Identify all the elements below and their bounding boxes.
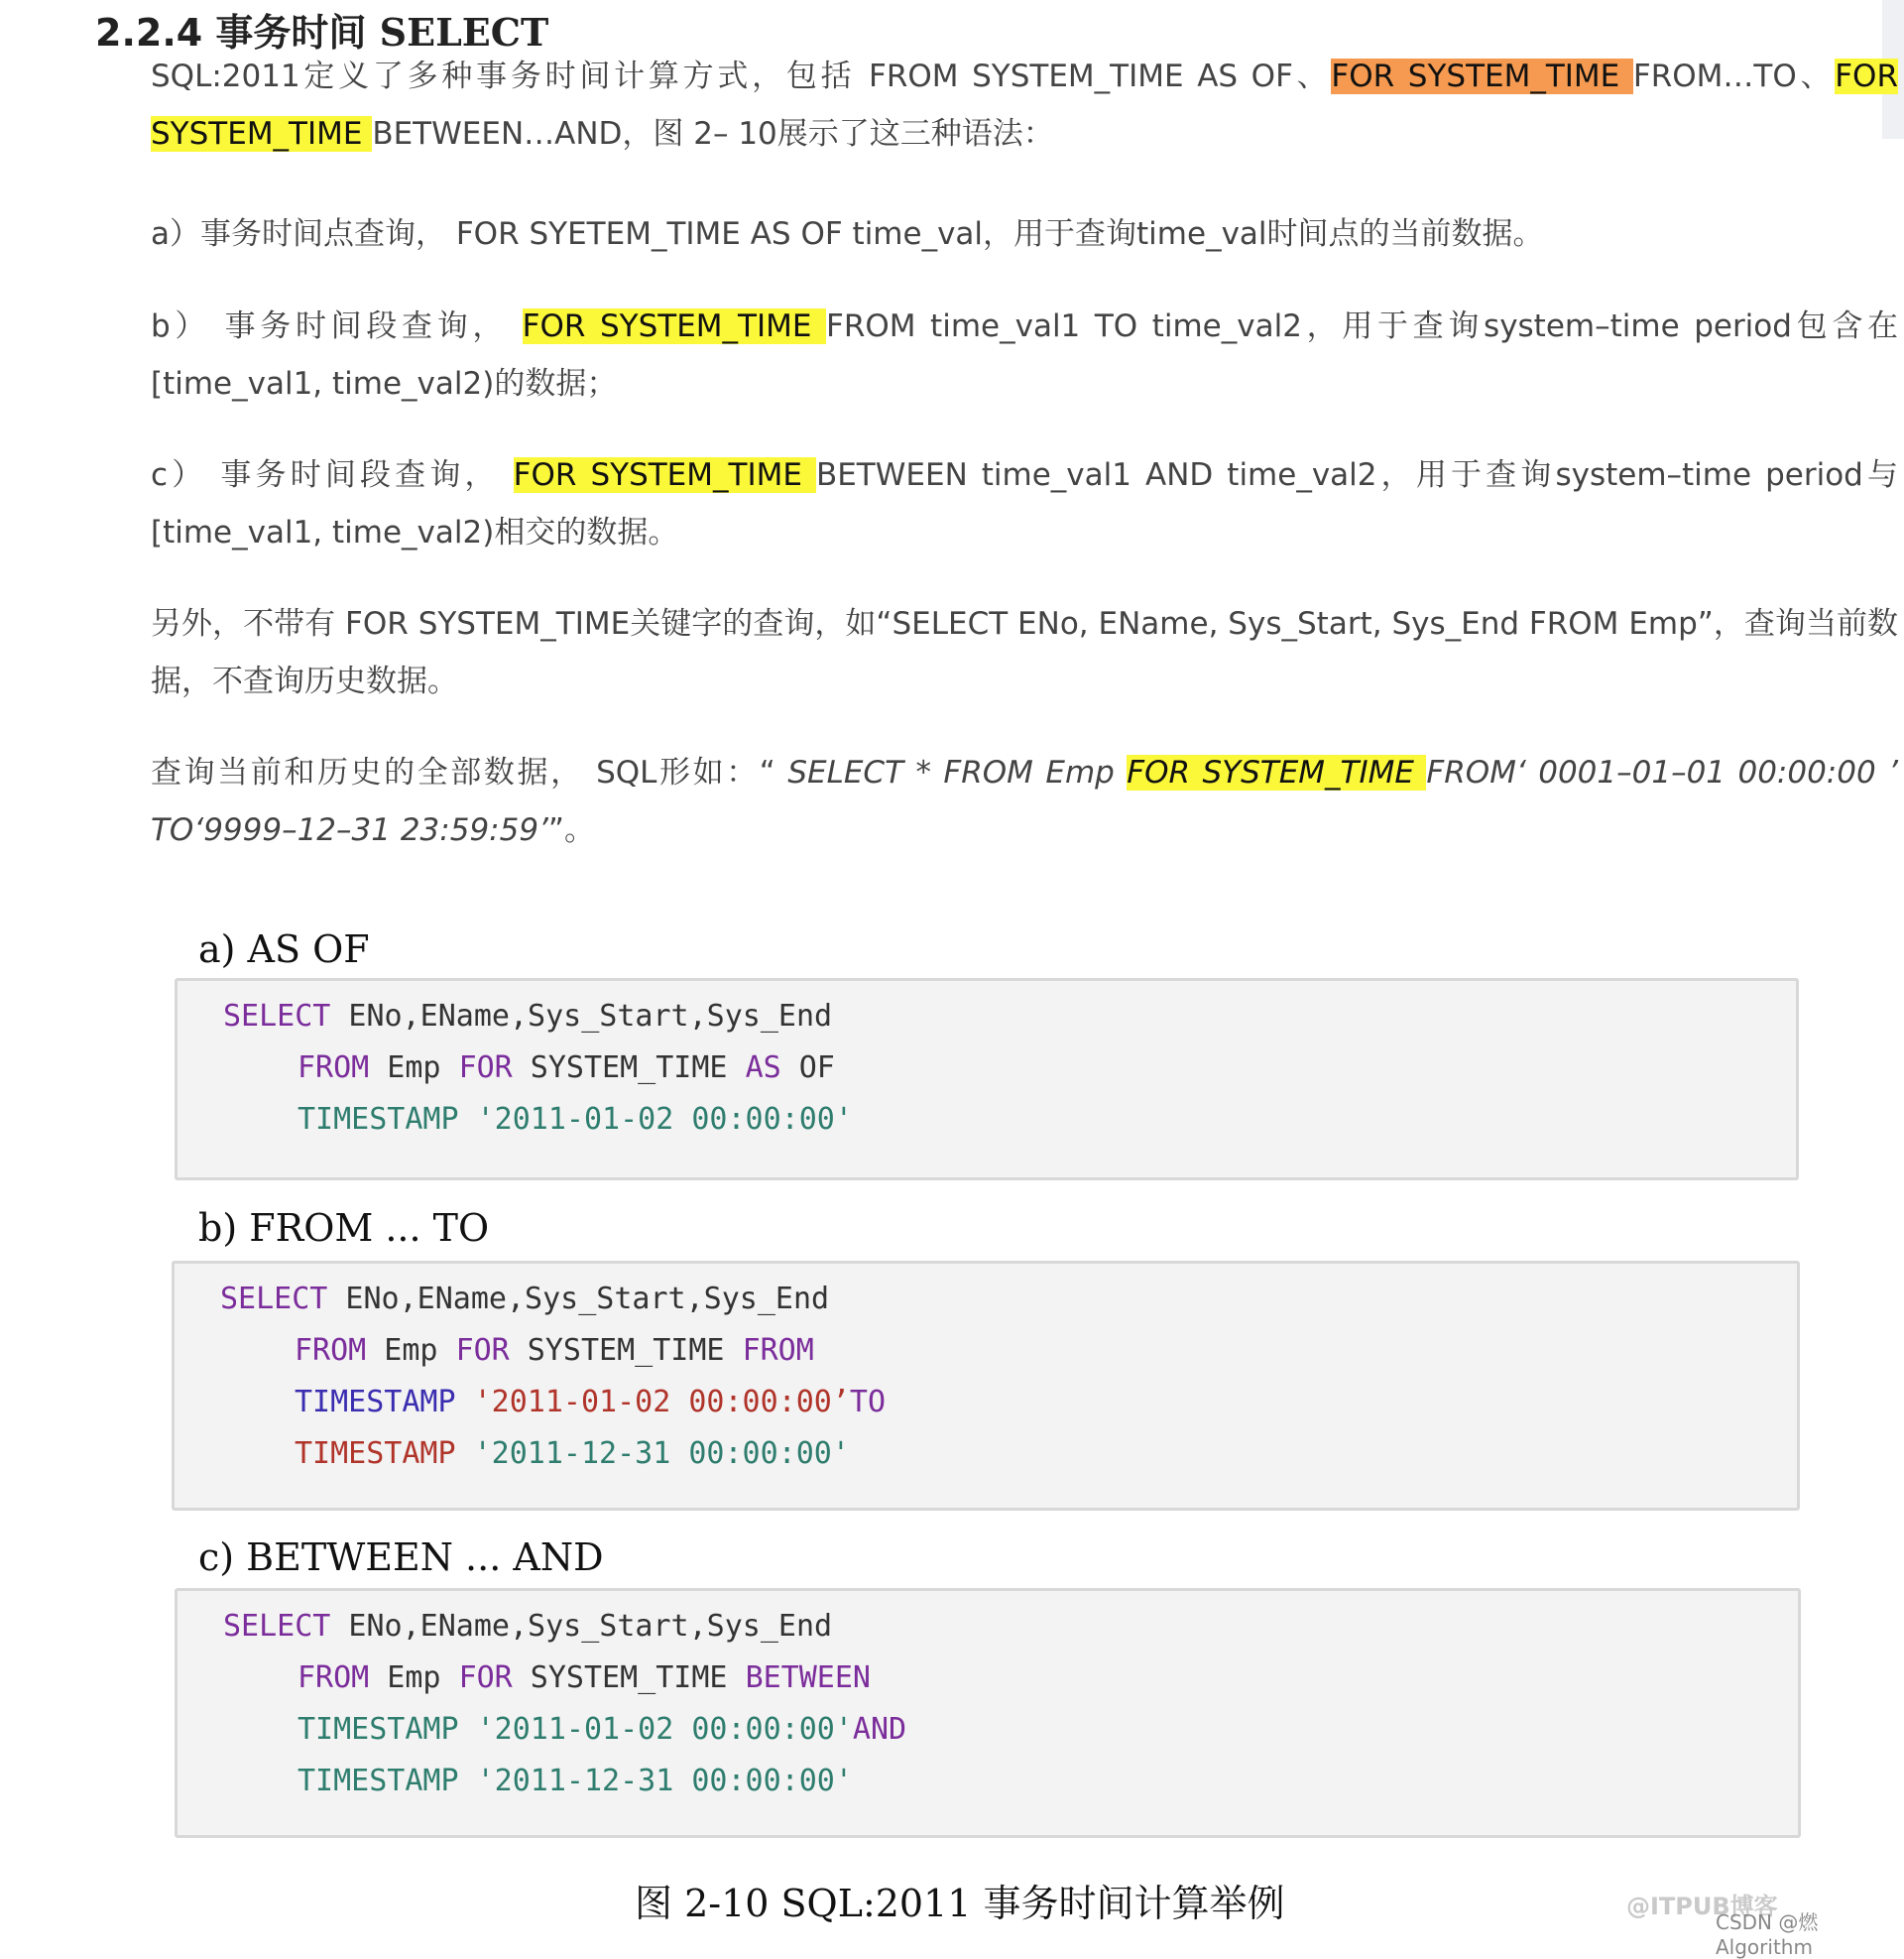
- keyword: FOR: [455, 1333, 510, 1368]
- paragraph-b: [95, 298, 1898, 413]
- italic-text: FROM‘ 0001–01–01 00:00:00 ’ TO‘9999–12–31 23:59:59’: [151, 755, 1898, 848]
- watermark-csdn: CSDN @燃Algorithm: [1716, 1910, 1819, 1959]
- code-line: [223, 1601, 832, 1653]
- keyword: TO: [849, 1385, 887, 1419]
- string: '2011-01-02 00:00:00': [458, 1102, 853, 1137]
- text: FROM…TO、: [1632, 59, 1836, 94]
- keyword: FROM: [298, 1660, 370, 1695]
- code-line: [223, 991, 832, 1042]
- code-text: ENo,EName,Sys_Start,Sys_End: [327, 1282, 830, 1316]
- keyword: SELECT: [223, 999, 331, 1034]
- code-text: SYSTEM_TIME: [509, 1333, 743, 1368]
- text: BETWEEN…AND，图 2– 10展示了这三种语法：: [372, 116, 1054, 152]
- keyword: TIMESTAMP: [295, 1436, 456, 1471]
- string: '2011-12-31 00:00:00': [455, 1436, 850, 1471]
- keyword: FROM: [298, 1050, 370, 1085]
- code-line: [220, 1274, 829, 1325]
- figure-b-label: b) FROM ... TO: [198, 1206, 490, 1250]
- keyword: FOR: [458, 1050, 513, 1085]
- highlight-yellow: FOR SYSTEM_TIME: [513, 457, 816, 493]
- keyword: AS: [745, 1050, 781, 1085]
- text: 另外，不带有 FOR SYSTEM_TIME关键字的查询，如“SELECT ENo, EName, Sys_Start, Sys_End FROM Emp”，查询当前数据，不查询历史数据。: [151, 606, 1898, 699]
- string: '2011-01-02 00:00:00’: [455, 1385, 850, 1419]
- text: c） 事务时间段查询，: [151, 457, 514, 493]
- text: b） 事务时间段查询，: [151, 308, 523, 344]
- code-text: ENo,EName,Sys_Start,Sys_End: [330, 1609, 833, 1644]
- figure-caption: 图 2-10 SQL:2011 事务时间计算举例: [635, 1882, 1285, 1925]
- text: a）事务时间点查询， FOR SYETEM_TIME AS OF time_val，用于查询time_val时间点的当前数据。: [151, 216, 1544, 252]
- paragraph-c: [95, 446, 1898, 561]
- highlight-yellow: FOR SYSTEM_TIME: [1127, 755, 1427, 791]
- highlight-yellow: FOR SYSTEM_TIME: [522, 308, 826, 344]
- keyword: AND: [852, 1712, 907, 1747]
- watermark-itpub: @ITPUB博客: [1626, 1893, 1778, 1920]
- code-text: ENo,EName,Sys_Start,Sys_End: [330, 999, 833, 1034]
- code-line: [298, 1756, 853, 1807]
- paragraph-a: [95, 205, 1898, 263]
- keyword: TIMESTAMP: [298, 1712, 459, 1747]
- text: 查询当前和历史的全部数据， SQL形如：“: [151, 755, 788, 791]
- keyword: TIMESTAMP: [295, 1385, 456, 1419]
- code-text: OF: [780, 1050, 835, 1085]
- highlight-orange: FOR SYSTEM_TIME: [1331, 59, 1633, 94]
- highlight-yellow: FOR SYSTEM_TIME: [151, 59, 1898, 152]
- heading-keyword: SELECT: [379, 10, 549, 55]
- paragraph-d: [95, 595, 1898, 710]
- string: '2011-01-02 00:00:00': [458, 1712, 853, 1747]
- code-text: SYSTEM_TIME: [512, 1660, 746, 1695]
- figure-c-label: c) BETWEEN ... AND: [198, 1535, 604, 1579]
- code-text: SYSTEM_TIME: [512, 1050, 746, 1085]
- code-text: Emp: [366, 1333, 456, 1368]
- keyword: SELECT: [220, 1282, 328, 1316]
- paragraph-e: [95, 744, 1898, 859]
- code-line: [298, 1042, 835, 1094]
- code-line: [295, 1377, 886, 1428]
- code-line: [298, 1653, 871, 1704]
- keyword: FROM: [295, 1333, 367, 1368]
- keyword: FOR: [458, 1660, 513, 1695]
- keyword: SELECT: [223, 1609, 331, 1644]
- keyword: TIMESTAMP: [298, 1764, 459, 1798]
- code-block-a: [175, 978, 1799, 1180]
- code-line: [295, 1325, 814, 1377]
- keyword: BETWEEN: [745, 1660, 871, 1695]
- code-line: [298, 1094, 853, 1146]
- code-line: [298, 1704, 906, 1756]
- code-line: [295, 1428, 850, 1480]
- code-block-b: [172, 1261, 1800, 1511]
- text: SQL:2011定义了多种事务时间计算方式，包括 FROM SYSTEM_TIME AS OF、: [151, 59, 1332, 94]
- code-text: Emp: [369, 1660, 459, 1695]
- code-block-c: [175, 1588, 1801, 1838]
- paragraph-intro: [95, 48, 1898, 163]
- keyword: FROM: [742, 1333, 814, 1368]
- text: FROM time_val1 TO time_val2，用于查询system–time period包含在[time_val1, time_val2)的数据；: [151, 308, 1899, 402]
- italic-text: SELECT * FROM Emp: [787, 755, 1128, 791]
- string: '2011-12-31 00:00:00': [458, 1764, 853, 1798]
- text: BETWEEN time_val1 AND time_val2，用于查询system–time period与[time_val1, time_val2)相交的数据。: [151, 457, 1898, 551]
- heading-number: 2.2.4 事务时间: [95, 11, 367, 55]
- text: ”。: [547, 812, 595, 848]
- figure-a-label: a) AS OF: [198, 927, 370, 971]
- keyword: TIMESTAMP: [298, 1102, 459, 1137]
- code-text: Emp: [369, 1050, 459, 1085]
